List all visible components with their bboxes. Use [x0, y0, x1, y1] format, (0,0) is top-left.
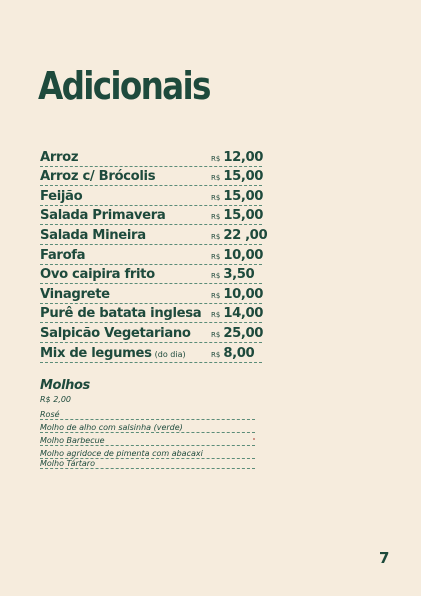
- menu-item: [40, 225, 268, 245]
- sauces-price: R$ 2,00: [40, 395, 72, 404]
- menu-item: [40, 284, 262, 304]
- item-name: Farofa: [40, 247, 86, 263]
- menu-item: [40, 186, 262, 206]
- item-price: R$ 15,00: [211, 188, 264, 204]
- menu-item: [40, 343, 262, 363]
- item-name: Arroz c/ Brócolis: [40, 169, 156, 185]
- sauce-item: Rosé: [40, 407, 255, 420]
- item-name: Vinagrete: [40, 286, 110, 302]
- menu-item: [40, 167, 262, 187]
- sauces-title: Molhos: [40, 378, 90, 393]
- item-name: Salada Primavera: [40, 208, 166, 224]
- item-price: R$ 22 ,00: [211, 227, 268, 243]
- decorative-dot: [253, 438, 255, 440]
- page-number: 7: [379, 549, 390, 567]
- sauce-item: Molho Barbecue: [40, 433, 255, 446]
- item-name: Feijão: [40, 188, 83, 204]
- item-name: Ovo caipira frito: [40, 267, 155, 283]
- item-name: Mix de legumes (do dia): [40, 345, 186, 361]
- item-price: R$ 15,00: [211, 169, 264, 185]
- sauce-item: Molho Tártaro: [40, 459, 255, 469]
- menu-item: [40, 147, 262, 167]
- sauces-section: [40, 378, 255, 469]
- item-price: R$ 15,00: [211, 208, 264, 224]
- item-name: Arroz: [40, 149, 79, 165]
- menu-item: [40, 206, 262, 226]
- menu-item: [40, 245, 262, 265]
- item-price: R$ 8,00: [211, 345, 255, 361]
- page-title: Adicionais: [38, 64, 210, 108]
- menu-item: [40, 304, 262, 324]
- item-name: Salada Mineira: [40, 227, 146, 243]
- item-price: R$ 12,00: [211, 149, 264, 165]
- item-note: (do dia): [154, 349, 186, 359]
- sauce-item: Molho agridoce de pimenta com abacaxi: [40, 446, 255, 459]
- addons-list: [40, 147, 268, 363]
- sauce-item: Molho de alho com salsinha (verde): [40, 420, 255, 433]
- item-name: Salpicão Vegetariano: [40, 325, 191, 341]
- item-price: R$ 10,00: [211, 247, 264, 263]
- menu-item: [40, 265, 262, 285]
- item-name: Purê de batata inglesa: [40, 306, 202, 322]
- item-price: R$ 25,00: [211, 325, 264, 341]
- menu-item: [40, 323, 262, 343]
- item-price: R$ 10,00: [211, 286, 264, 302]
- item-price: R$ 3,50: [211, 267, 255, 283]
- item-price: R$ 14,00: [211, 306, 264, 322]
